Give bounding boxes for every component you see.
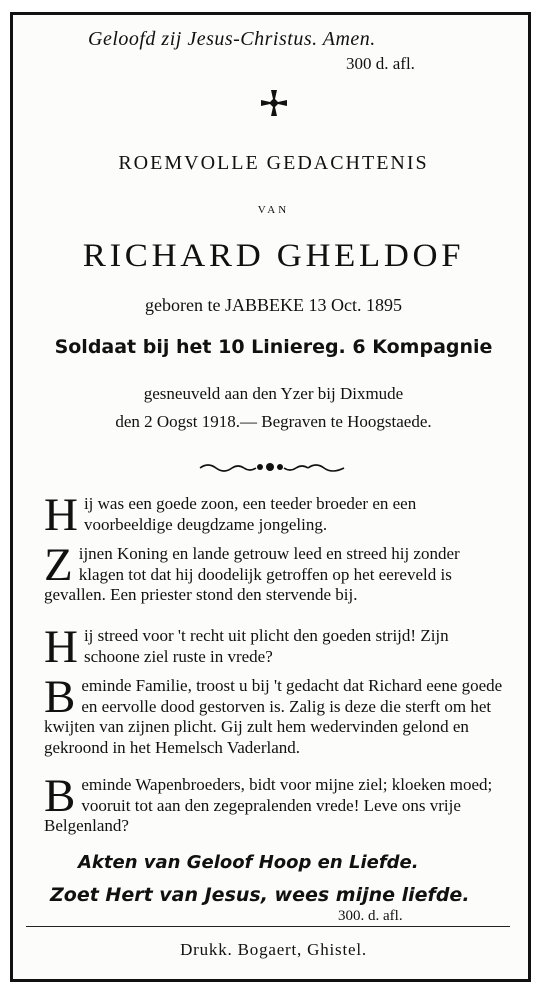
cross-pattee-icon [0, 88, 547, 124]
deceased-name: RICHARD GHELDOF [82, 238, 465, 274]
paragraph-text: eminde Wapenbroeders, bidt voor mijne ziel; kloeken moed; vooruit tot aan den zegepralenden vrede! Leve ons vrije Belgenland? [44, 775, 493, 835]
paragraph-son [44, 489, 504, 541]
birth-line: geboren te JABBEKE 13 Oct. 1895 [145, 295, 402, 315]
paragraph-text: eminde Familie, troost u bij 't gedacht dat Richard eene goede en eervolle dood gestorven is. Zalig is deze die sterft om het kwijten van zijnen plicht. Gij zult hem wedervinden gelond en gekroond in het Hemelsch Vaderland. [44, 676, 503, 757]
memorial-heading: ROEMVOLLE GEDACHTENIS [118, 152, 429, 174]
drop-cap: B [44, 671, 76, 723]
paragraph-text: ij was een goede zoon, een teeder broeder en een voorbeeldige deugdzame jongeling. [83, 494, 417, 534]
paragraph-fought [44, 621, 504, 673]
invocation-text: Geloofd zij Jesus-Christus. Amen. [88, 28, 376, 50]
drop-cap: B [44, 770, 76, 822]
decorative-flourish-icon [198, 460, 348, 474]
fallen-line-2: den 2 Oogst 1918.— Begraven te Hoogstaede. [115, 412, 432, 431]
indulgence-note-bottom: 300. d. afl. [338, 908, 403, 924]
van-label: VAN [257, 204, 290, 216]
paragraph-king [44, 539, 504, 606]
prayer-line-1: Akten van Geloof Hoop en Liefde. [78, 852, 419, 873]
drop-cap: H [44, 621, 78, 673]
prayer-line-2: Zoet Hert van Jesus, wees mijne liefde. [50, 884, 470, 906]
fallen-line-1: gesneuveld aan den Yzer bij Dixmude [143, 384, 404, 403]
indulgence-note-top: 300 d. afl. [346, 54, 415, 73]
paragraph-comrades [44, 770, 504, 837]
paragraph-text: ijnen Koning en lande getrouw leed en streed hij zonder klagen tot dat hij doodelijk getroffen op het eereveld is gevallen. Een priester stond den stervende bij. [44, 544, 460, 604]
paragraph-family [44, 671, 504, 758]
drop-cap: H [44, 489, 78, 541]
paragraph-text: ij streed voor 't recht uit plicht den goeden strijd! Zijn schoone ziel ruste in vrede? [83, 626, 449, 666]
footer-divider [26, 926, 510, 927]
printer-imprint: Drukk. Bogaert, Ghistel. [180, 940, 367, 959]
drop-cap: Z [44, 539, 73, 591]
military-unit-line: Soldaat bij het 10 Liniereg. 6 Kompagnie [54, 336, 493, 358]
